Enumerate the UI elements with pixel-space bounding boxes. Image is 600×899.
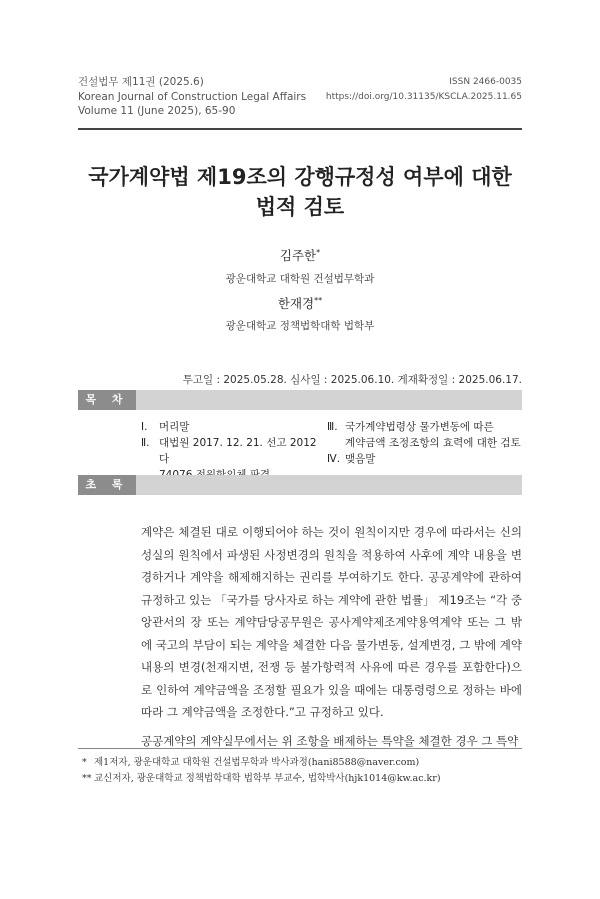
abstract-body xyxy=(141,521,522,752)
footnote-1-text: 제1저자, 광운대학교 대학원 건설법무학과 박사과정(hani8588@naver.com) xyxy=(94,757,420,768)
footnote-2-text: 교신저자, 광운대학교 정책법학대학 법학부 부교수, 법학박사(hjk1014@kw.ac.kr) xyxy=(94,773,441,784)
journal-info xyxy=(78,75,306,119)
toc-item-4-text: 맺음말 xyxy=(345,453,376,465)
toc-item-4-num: Ⅳ. xyxy=(327,453,341,465)
footnote-1 xyxy=(82,755,441,771)
author-2-affiliation: 광운대학교 정책법학대학 법학부 xyxy=(225,320,375,332)
doi-link[interactable]: https://doi.org/10.31135/KSCLA.2025.11.65 xyxy=(325,91,522,102)
author-1 xyxy=(0,246,600,264)
identifiers xyxy=(326,75,522,104)
toc-item-1[interactable] xyxy=(141,419,326,435)
toc-item-3-num: Ⅲ. xyxy=(327,421,338,433)
toc-label: 목 차 xyxy=(78,390,136,410)
header-rule xyxy=(78,128,522,130)
abstract-paragraph-2: 공공계약의 계약실무에서는 위 조항을 배제하는 특약을 체결한 경우 그 특약 xyxy=(141,733,519,748)
author-1-name: 김주한 xyxy=(279,248,317,263)
footnote-2 xyxy=(82,771,441,787)
issn: ISSN 2466-0035 xyxy=(449,77,522,87)
toc-item-1-text: 머리말 xyxy=(159,421,190,433)
footnote-2-mark: ** xyxy=(82,773,92,784)
toc-item-2-num: Ⅱ. xyxy=(141,437,150,449)
toc-item-1-num: Ⅰ. xyxy=(141,421,148,433)
toc-header-bar xyxy=(78,390,522,410)
journal-volume-en: Volume 11 (June 2025), 65-90 xyxy=(78,105,236,117)
toc-item-2-line-1: 대법원 2017. 12. 21. 선고 2012다 xyxy=(159,437,317,465)
author-2-mark: ** xyxy=(314,295,323,305)
footnote-1-mark: * xyxy=(82,757,87,768)
toc-item-3-text xyxy=(345,419,521,451)
toc-item-3-line-2: 계약금액 조정조항의 효력에 대한 검토 xyxy=(345,437,521,449)
journal-name-en: Korean Journal of Construction Legal Affairs xyxy=(78,90,307,103)
author-2 xyxy=(0,294,600,312)
title-line-1: 국가계약법 제19조의 강행규정성 여부에 대한 xyxy=(88,165,512,189)
journal-volume-ko: 건설법무 제11권 (2025.6) xyxy=(78,76,204,88)
toc-item-3-line-1: 국가계약법령상 물가변동에 따른 xyxy=(345,421,494,433)
abstract-paragraph-1: 계약은 체결된 대로 이행되어야 하는 것이 원칙이지만 경우에 따라서는 신의성실의 원칙에서 파생된 사정변경의 원칙을 적용하여 사후에 계약 내용을 변경하거나 계약을 해제해지하는 권리를 부여하기도 한다. 공공계약에 관하여 규정하고 있는 「국가를 당사자로 하는 계약에 관한 법률」 제19조는 “각 중앙관서의 장 또는 계약담당공무원은 공사계약제조계약용역계약 또는 그 밖에 국고의 부담이 되는 계약을 체결한 다음 물가변동, 설계변경, 그 밖에 계약내용의 변경(천재지변, 전쟁 등 불가항력적 사유에 따른 경우를 포함한다)으로 인하여 계약금액을 조정할 필요가 있을 때에는 대통령령으로 정하는 바에 따라 그 계약금액을 조정한다.”고 규정하고 있다. xyxy=(141,525,522,719)
author-2-name: 한재경 xyxy=(277,296,315,311)
author-1-affiliation: 광운대학교 대학원 건설법무학과 xyxy=(225,273,375,285)
toc-right-column xyxy=(327,419,522,467)
abstract-label: 초 록 xyxy=(78,475,136,495)
title-line-2: 법적 검토 xyxy=(255,195,345,219)
toc-left-column xyxy=(141,419,326,483)
abstract-header-bar xyxy=(78,475,522,495)
paper-title xyxy=(40,162,560,222)
toc-item-4[interactable] xyxy=(327,451,522,467)
toc-item-3[interactable] xyxy=(327,419,522,451)
author-1-mark: * xyxy=(316,247,321,257)
submission-dates: 투고일 : 2025.05.28. 심사일 : 2025.06.10. 게재확정일 : 2025.06.17. xyxy=(182,374,522,386)
footnotes xyxy=(82,755,441,787)
footnote-rule xyxy=(78,748,522,749)
